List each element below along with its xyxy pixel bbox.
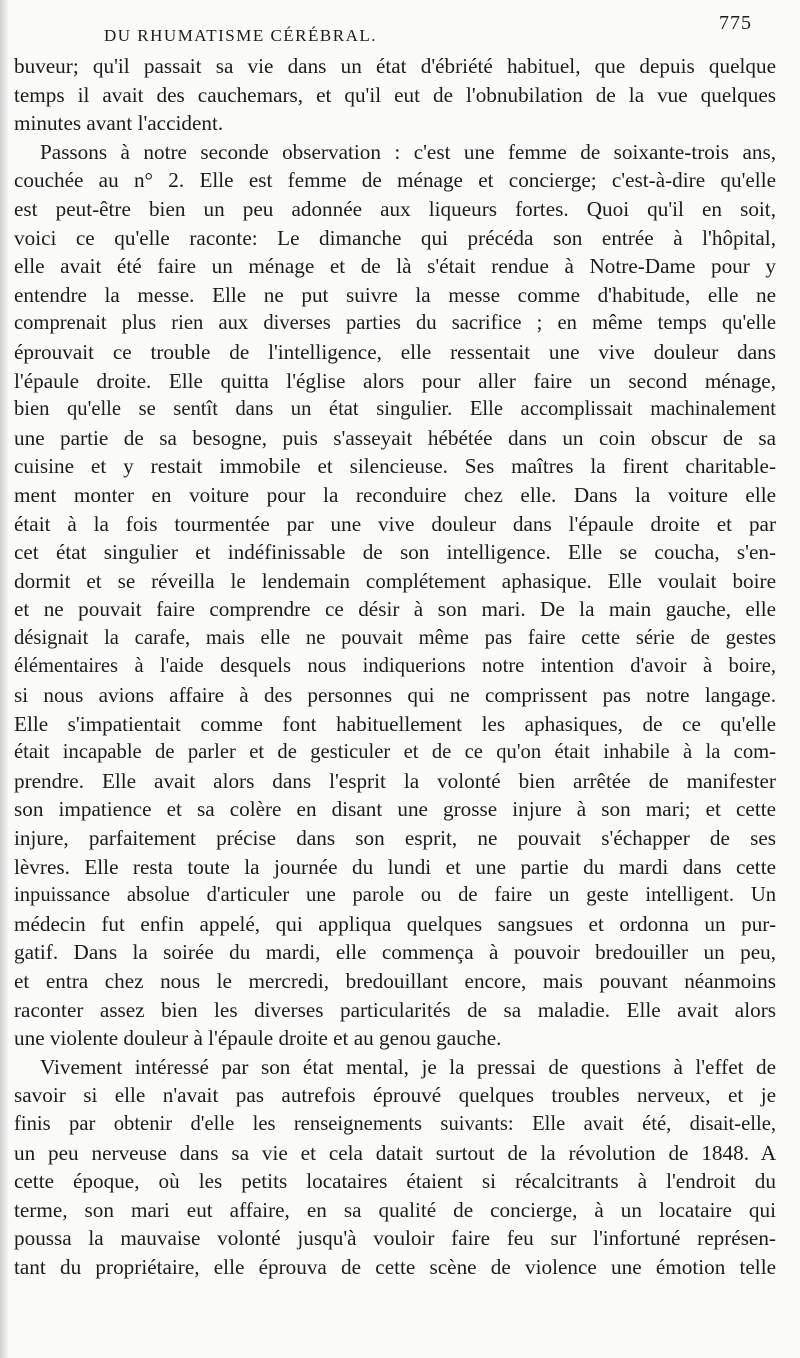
- paragraph-start-line: Passons à notre seconde observation : c'est une femme de soixante-trois ans,: [40, 139, 776, 164]
- text-line: un peu nerveuse dans sa vie et cela datait surtout de la révolution de 1848. A: [14, 1140, 776, 1165]
- text-line: était à la fois tourmentée par une vive douleur dans l'épaule droite et par: [14, 511, 776, 536]
- text-line: une partie de sa besogne, puis s'asseyait hébétée dans un coin obscur de sa: [14, 425, 776, 450]
- text-line: l'épaule droite. Elle quitta l'église alors pour aller faire un second ménage,: [14, 368, 776, 393]
- text-line: dormit et se réveilla le lendemain complétement aphasique. Elle voulait boire: [14, 568, 776, 593]
- text-line: injure, parfaitement précise dans son esprit, ne pouvait s'échapper de ses: [14, 826, 776, 851]
- text-line: et entra chez nous le mercredi, bredouillant encore, mais pouvant néanmoins: [14, 969, 776, 993]
- text-line: voici ce qu'elle raconte: Le dimanche qui précéda son entrée à l'hôpital,: [14, 225, 776, 250]
- page-spine-shadow: [0, 0, 8, 1358]
- text-line: une violente douleur à l'épaule droite et au genou gauche.: [14, 1026, 502, 1051]
- text-line: finis par obtenir d'elle les renseignements suivants: Elle avait été, disait-elle,: [14, 1112, 776, 1135]
- text-line: couchée au n° 2. Elle est femme de ménage et concierge; c'est-à-dire qu'elle: [14, 168, 776, 193]
- text-line: elle avait été faire un ménage et de là s'était rendue à Notre-Dame pour y: [14, 254, 776, 279]
- text-line: comprenait plus rien aux diverses parties du sacrifice ; en même temps qu'elle: [14, 312, 776, 335]
- text-line: savoir si elle n'avait pas autrefois éprouvé quelques troubles nerveux, et je: [14, 1083, 776, 1108]
- text-line: poussa la mauvaise volonté jusqu'à vouloir faire feu sur l'infortuné représen-: [14, 1226, 776, 1251]
- text-line: raconter assez bien les diverses particularités de sa maladie. Elle avait alors: [14, 997, 776, 1022]
- text-line: et ne pouvait faire comprendre ce désir à son mari. De la main gauche, elle: [14, 597, 776, 622]
- text-line: Elle s'impatientait comme font habituellement les aphasiques, de ce qu'elle: [14, 711, 776, 736]
- text-line: terme, son mari eut affaire, en sa qualité de concierge, à un locataire qui: [14, 1197, 776, 1222]
- text-line: est peut-être bien un peu adonnée aux liqueurs fortes. Quoi qu'il en soit,: [14, 196, 776, 221]
- running-head: [96, 12, 756, 48]
- text-line: cet état singulier et indéfinissable de son intelligence. Elle se coucha, s'en-: [14, 540, 776, 565]
- text-line: cuisine et y restait immobile et silencieuse. Ses maîtres la firent charitable-: [14, 454, 776, 479]
- text-line: élémentaires à l'aide desquels nous indiquerions notre intention d'avoir à boire,: [14, 655, 776, 678]
- text-line: désignait la carafe, mais elle ne pouvait même pas faire cette série de gestes: [14, 626, 776, 649]
- text-line: si nous avions affaire à des personnes qui ne comprissent pas notre langage.: [14, 683, 776, 708]
- text-line: gatif. Dans la soirée du mardi, elle commença à pouvoir bredouiller un peu,: [14, 940, 776, 965]
- text-line: prendre. Elle avait alors dans l'esprit la volonté bien arrêtée de manifester: [14, 768, 776, 793]
- text-line: médecin fut enfin appelé, qui appliqua quelques sangsues et ordonna un pur-: [14, 911, 776, 936]
- text-line: bien qu'elle se sentît dans un état singulier. Elle accomplissait machinalement: [14, 398, 776, 421]
- text-line: cette époque, où les petits locataires étaient si récalcitrants à l'endroit du: [14, 1169, 776, 1194]
- text-line: minutes avant l'accident.: [14, 111, 224, 136]
- body-text: [14, 52, 776, 1282]
- text-line: était incapable de parler et de gesticuler et de ce qu'on était inhabile à la com-: [14, 741, 776, 764]
- text-line: son impatience et sa colère en disant une grosse injure à son mari; et cette: [14, 797, 776, 822]
- paragraph-start-line: Vivement intéressé par son état mental, je la pressai de questions à l'effet de: [40, 1054, 776, 1079]
- text-line: temps il avait des cauchemars, et qu'il eut de l'obnubilation de la vue quelques: [14, 82, 776, 107]
- text-line: éprouvait ce trouble de l'intelligence, elle ressentait une vive douleur dans: [14, 339, 776, 364]
- text-line: ment monter en voiture pour la reconduire chez elle. Dans la voiture elle: [14, 482, 776, 507]
- running-title: DU RHUMATISME CÉRÉBRAL.: [104, 26, 377, 45]
- text-line: entendre la messe. Elle ne put suivre la messe comme d'habitude, elle ne: [14, 282, 776, 307]
- text-line: tant du propriétaire, elle éprouva de cette scène de violence une émotion telle: [14, 1254, 776, 1279]
- page-number: 775: [719, 12, 752, 34]
- text-line: lèvres. Elle resta toute la journée du lundi et une partie du mardi dans cette: [14, 854, 776, 879]
- text-line: buveur; qu'il passait sa vie dans un état d'ébriété habituel, que depuis quelque: [14, 54, 776, 78]
- text-line: inpuissance absolue d'articuler une parole ou de faire un geste intelligent. Un: [14, 884, 776, 907]
